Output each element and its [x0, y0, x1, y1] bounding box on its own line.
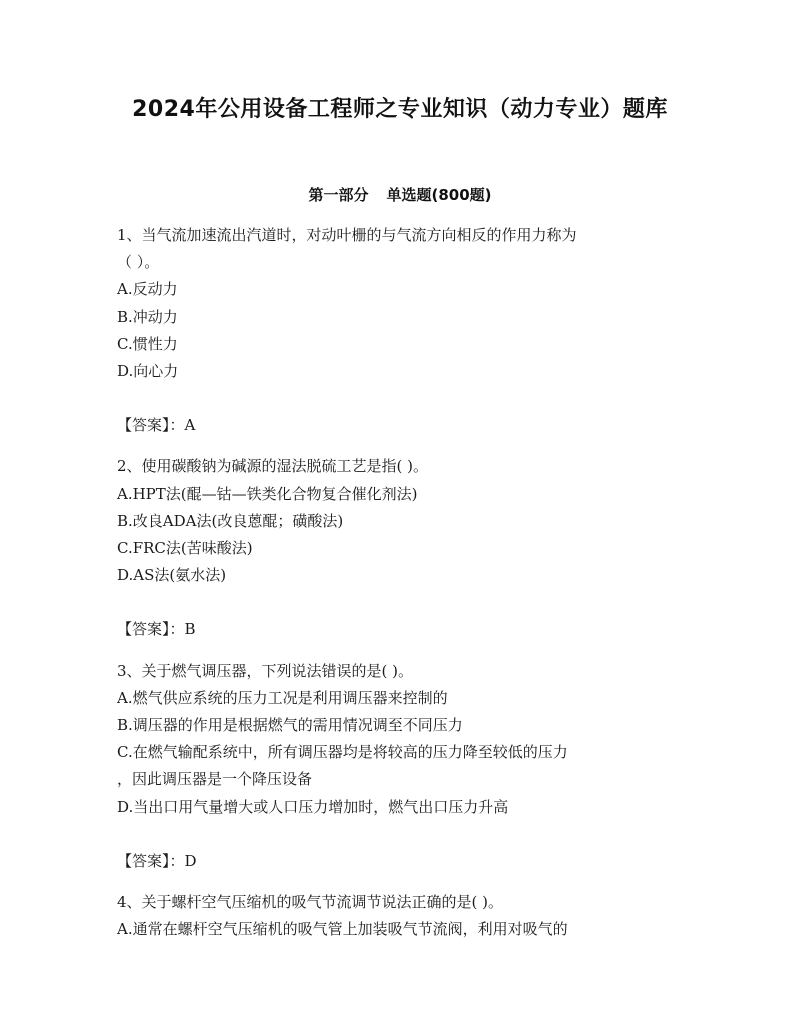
question-stem: 3、关于燃气调压器，下列说法错误的是( )。 [117, 661, 414, 680]
option-c: C.在燃气输配系统中，所有调压器均是将较高的压力降至较低的压力 [117, 743, 568, 762]
option-d: D.当出口用气量增大或人口压力增加时，燃气出口压力升高 [117, 797, 509, 816]
section-name: 单选题(800题) [386, 186, 492, 204]
option-d: D.AS法(氨水法) [117, 566, 227, 585]
answer: 【答案】：A [117, 416, 196, 435]
option-a: A.反动力 [117, 280, 178, 299]
question-stem: 2、使用碳酸钠为碱源的湿法脱硫工艺是指( )。 [117, 457, 429, 476]
section-part: 第一部分 [308, 186, 369, 204]
question-3 [117, 658, 687, 875]
question-stem: 4、关于螺杆空气压缩机的吸气节流调节说法正确的是( )。 [117, 893, 504, 912]
question-1 [117, 222, 687, 439]
option-b: B.改良ADA法(改良蒽醌；磺酸法) [117, 511, 344, 530]
question-2 [117, 453, 687, 643]
answer: 【答案】：D [117, 851, 197, 870]
question-list [117, 222, 687, 943]
question-stem: （ ）。 [117, 253, 160, 272]
option-c: C.惯性力 [117, 334, 178, 353]
option-a: A.燃气供应系统的压力工况是利用调压器来控制的 [117, 688, 448, 707]
page-title: 2024年公用设备工程师之专业知识（动力专业）题库 [132, 97, 668, 122]
section-heading [0, 184, 800, 205]
option-b: B.调压器的作用是根据燃气的需用情况调至不同压力 [117, 716, 463, 735]
question-4 [117, 889, 687, 943]
option-c: C.FRC法(苦味酸法) [117, 539, 253, 558]
option-c-continued: ，因此调压器是一个降压设备 [117, 770, 313, 789]
question-stem: 1、当气流加速流出汽道时，对动叶栅的与气流方向相反的作用力称为 [117, 226, 577, 244]
answer: 【答案】：B [117, 620, 196, 639]
option-a: A.HPT法(醌—钴—铁类化合物复合催化剂法) [117, 484, 418, 503]
option-a: A.通常在螺杆空气压缩机的吸气管上加装吸气节流阀，利用对吸气的 [117, 920, 568, 939]
option-d: D.向心力 [117, 362, 179, 381]
option-b: B.冲动力 [117, 307, 178, 326]
